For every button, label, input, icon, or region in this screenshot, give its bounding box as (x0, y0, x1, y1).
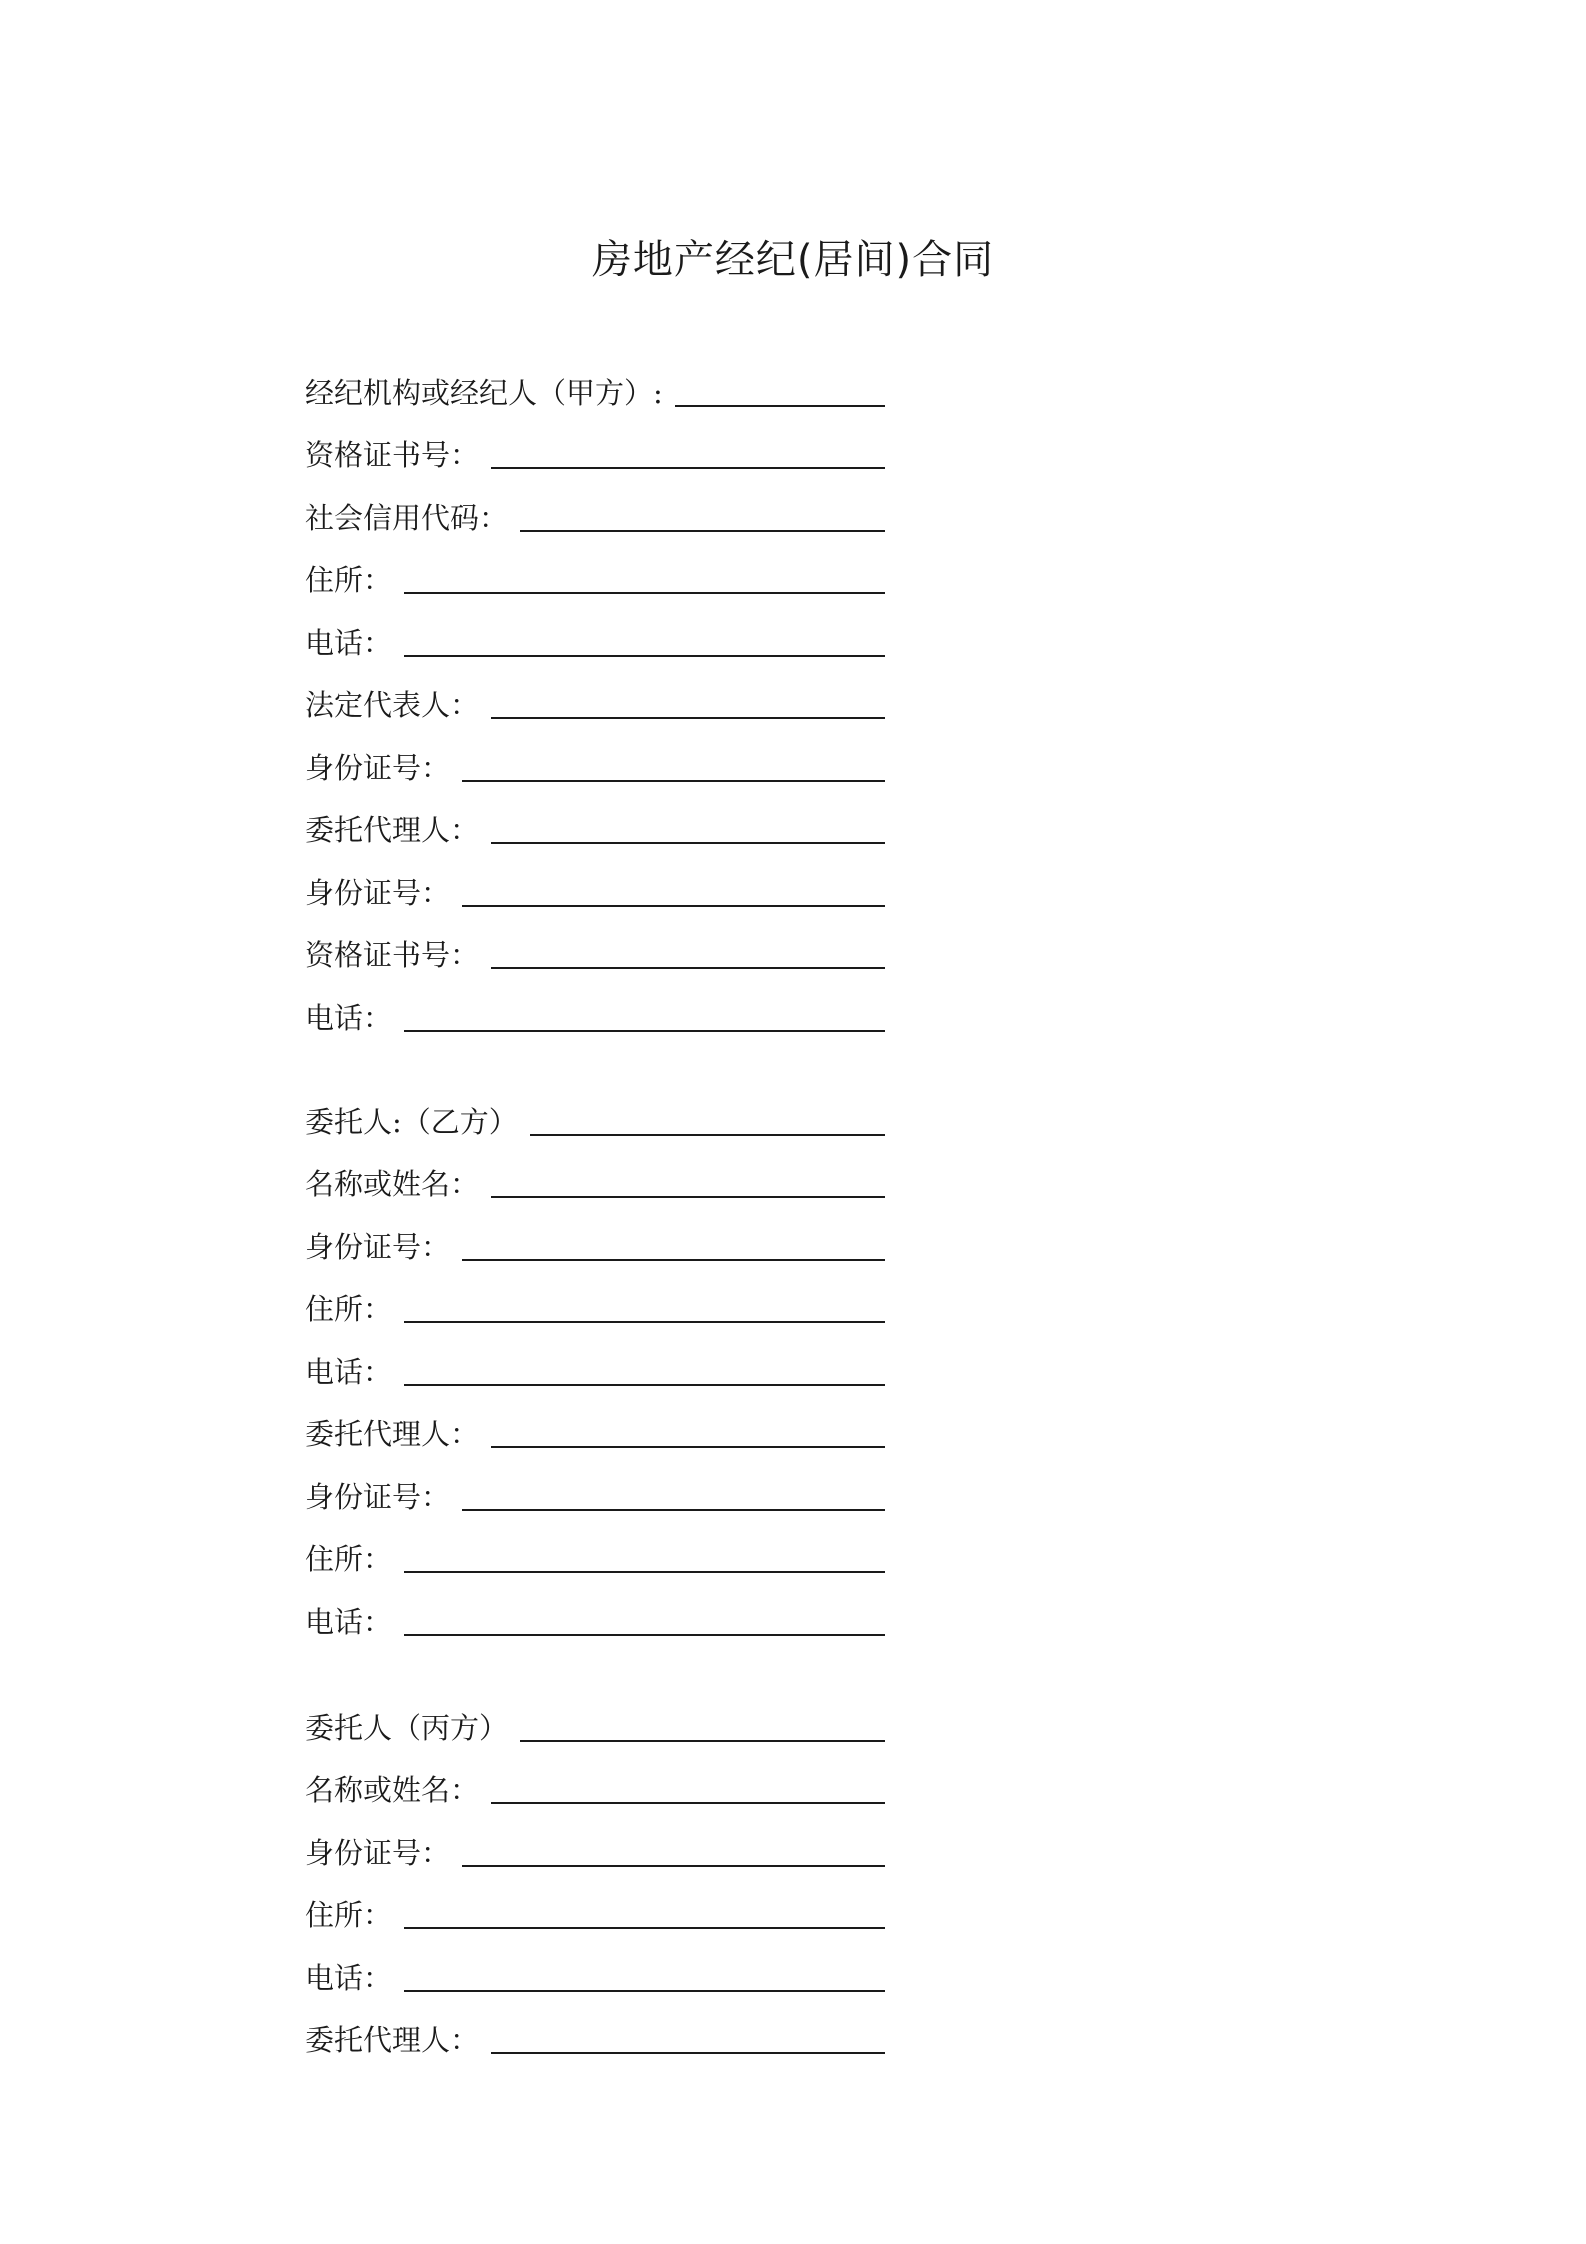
field-label: 住所： (305, 563, 393, 597)
field-label: 社会信用代码： (305, 500, 509, 535)
party-a-field-row (305, 602, 885, 665)
party-b-field-row (305, 1144, 885, 1207)
field-label: 电话： (305, 1354, 393, 1389)
field-label: 委托代理人： (305, 2023, 480, 2057)
field-label: 身份证号： (305, 1479, 451, 1514)
party-a-field-row (305, 915, 885, 978)
party-c-field-row (305, 1937, 885, 2000)
fill-in-blank-line[interactable] (491, 1446, 885, 1448)
field-label: 资格证书号： (305, 938, 480, 972)
field-label: 身份证号： (305, 875, 451, 910)
party-c-field-row (305, 1750, 885, 1813)
party-a-field-row (305, 477, 885, 540)
fill-in-blank-line[interactable] (675, 405, 885, 407)
party-b-field-row (305, 1081, 885, 1144)
fill-in-blank-line[interactable] (491, 1196, 885, 1198)
field-label: 委托人（丙方） (305, 1710, 509, 1745)
field-label: 法定代表人： (305, 688, 480, 722)
fill-in-blank-line[interactable] (530, 1134, 885, 1136)
field-label: 电话： (305, 625, 393, 660)
fill-in-blank-line[interactable] (520, 530, 885, 532)
party-c-field-row (305, 2000, 885, 2063)
fill-in-blank-line[interactable] (404, 1634, 885, 1636)
party-b-field-row (305, 1206, 885, 1269)
field-label: 身份证号： (305, 750, 451, 785)
party-c-field-row (305, 1812, 885, 1875)
fill-in-blank-line[interactable] (491, 717, 885, 719)
party-b-section (305, 1081, 885, 1644)
field-label: 委托代理人： (305, 813, 480, 847)
fill-in-blank-line[interactable] (462, 1259, 885, 1261)
fill-in-blank-line[interactable] (404, 1030, 885, 1032)
field-label: 住所： (305, 1542, 393, 1576)
party-b-field-row (305, 1456, 885, 1519)
party-b-field-row (305, 1331, 885, 1394)
party-a-field-row (305, 352, 885, 415)
field-label: 住所： (305, 1292, 393, 1326)
party-b-field-row (305, 1394, 885, 1457)
fill-in-blank-line[interactable] (520, 1740, 885, 1742)
party-a-section (305, 352, 885, 1040)
field-label: 住所： (305, 1898, 393, 1932)
field-label: 名称或姓名： (305, 1773, 480, 1807)
party-a-field-row (305, 540, 885, 603)
party-a-field-row (305, 977, 885, 1040)
party-a-field-row (305, 727, 885, 790)
field-label: 身份证号： (305, 1835, 451, 1870)
fill-in-blank-line[interactable] (404, 1571, 885, 1573)
fill-in-blank-line[interactable] (491, 2052, 885, 2054)
party-b-field-row (305, 1519, 885, 1582)
field-label: 身份证号： (305, 1229, 451, 1264)
field-label: 电话： (305, 1604, 393, 1639)
party-b-field-row (305, 1581, 885, 1644)
fill-in-blank-line[interactable] (491, 467, 885, 469)
fill-in-blank-line[interactable] (462, 905, 885, 907)
party-a-field-row (305, 790, 885, 853)
fill-in-blank-line[interactable] (491, 842, 885, 844)
field-label: 委托人:（乙方） (305, 1104, 518, 1139)
party-a-field-row (305, 852, 885, 915)
document-title: 房地产经纪(居间)合同 (591, 237, 995, 283)
fill-in-blank-line[interactable] (404, 655, 885, 657)
field-label: 名称或姓名： (305, 1167, 480, 1201)
fill-in-blank-line[interactable] (491, 967, 885, 969)
fill-in-blank-line[interactable] (404, 1321, 885, 1323)
field-label: 电话： (305, 1000, 393, 1035)
party-a-field-row (305, 415, 885, 478)
party-c-field-row (305, 1687, 885, 1750)
fill-in-blank-line[interactable] (404, 592, 885, 594)
fill-in-blank-line[interactable] (462, 1509, 885, 1511)
field-label: 电话： (305, 1960, 393, 1995)
fill-in-blank-line[interactable] (462, 1865, 885, 1867)
party-c-section (305, 1687, 885, 2062)
fill-in-blank-line[interactable] (404, 1927, 885, 1929)
field-label: 资格证书号： (305, 438, 480, 472)
party-b-field-row (305, 1269, 885, 1332)
fill-in-blank-line[interactable] (462, 780, 885, 782)
fill-in-blank-line[interactable] (404, 1384, 885, 1386)
party-c-field-row (305, 1875, 885, 1938)
fill-in-blank-line[interactable] (491, 1802, 885, 1804)
party-a-field-row (305, 665, 885, 728)
field-label: 委托代理人： (305, 1417, 480, 1451)
fill-in-blank-line[interactable] (404, 1990, 885, 1992)
field-label: 经纪机构或经纪人（甲方）: (305, 375, 663, 410)
